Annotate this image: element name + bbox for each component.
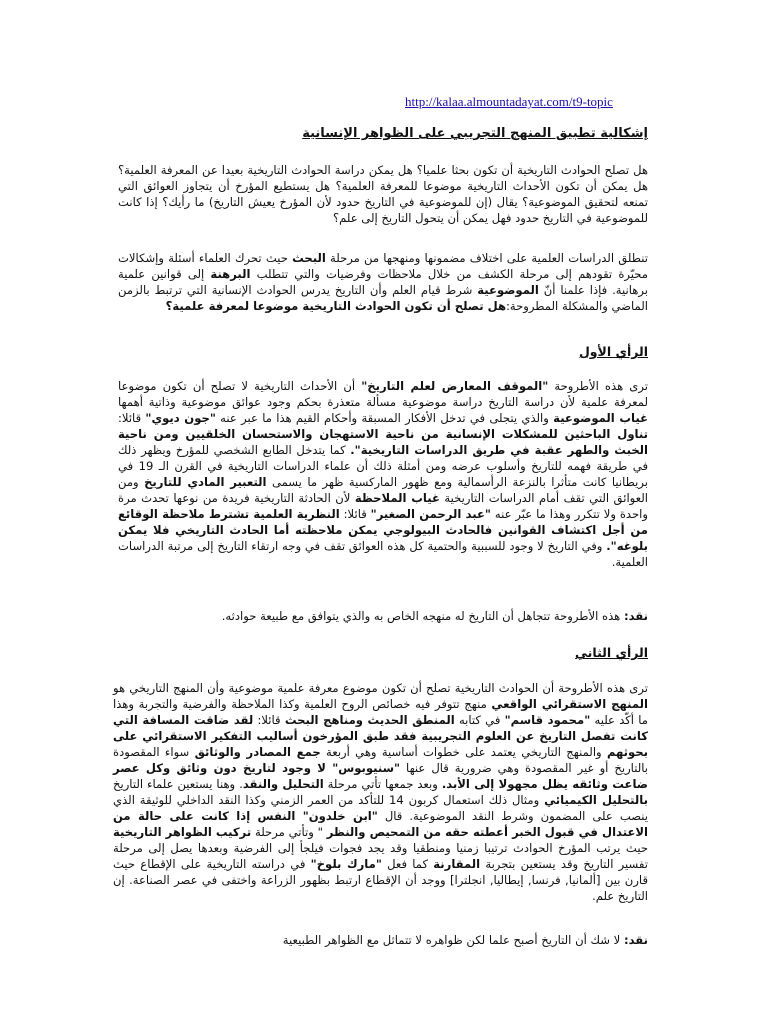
heading-first-view: الرأي الأول xyxy=(578,344,648,359)
text-run: منهج تتوفر فيه خصائص الروح العلمية وكذا الملاحظة والفرضية والتجربة وهذا ما أكّد عليه xyxy=(113,697,648,727)
problem-paragraph xyxy=(118,250,648,314)
text-run: إلى قوانين علمية برهانية. فإذا علمنا أنّ xyxy=(118,267,648,297)
text-run: أن الأحداث التاريخية لا تصلح أن تكون موضوعا لمعرفة علمية لأن دراسة التاريخ دراسة موضوعية مسألة متعذرة بحكم وجود عوائق موضوعية وذاتية أهمها xyxy=(118,379,648,409)
critique-first-view xyxy=(118,608,648,624)
bold-run: غياب الموضوعية xyxy=(553,411,648,425)
bold-run: "مارك بلوخ" xyxy=(310,857,382,871)
text-run: كما يتدخل الطابع الشخصي للمؤرخ ويظهر ذلك في طريقة فهمه للتاريخ وأسلوب عرضه ومن أمثلة ذلك أن علماء الدراسات التاريخية في القرن الـ 19 في بريطانيا كانت متأثرا بالنزعة الرأسمالية ومع ظهور الماركسية ظهر ما يسمى xyxy=(118,443,648,489)
bold-run: جمع المصادر والوثائق xyxy=(194,745,321,759)
bold-run: غياب الملاحظة xyxy=(354,491,440,505)
bold-run: البحث xyxy=(292,251,326,265)
problem-question: هل تصلح أن تكون الحوادث التاريخية موضوعا لمعرفة علمية؟ xyxy=(165,299,507,313)
bold-run: المقارنة xyxy=(433,857,481,871)
bold-run: المنطق الحديث ومناهج البحث xyxy=(284,713,455,727)
bold-run: "محمود قاسم" xyxy=(504,713,591,727)
critique-label: نقد: xyxy=(623,933,648,947)
source-link[interactable]: http://kalaa.almountadayat.com/t9-topic xyxy=(405,94,613,109)
text-run: كما فعل xyxy=(381,857,434,871)
bold-run: المنهج الاستقرائي الواقعي xyxy=(491,697,648,711)
text-run: شرط قيام العلم وأن التاريخ يدرس الحوادث الإنسانية التي ترتبط بالزمن الماضي والمشكلة المطروحة: xyxy=(118,283,648,313)
first-view-paragraph xyxy=(118,378,648,570)
text-run: ومثال ذلك استعمال كربون 14 للتأكد من العمر الزمني وكذا النقد الداخلي للوثيقة الذي ينصب على المضمون وشرط النقد الموضوعية. قال xyxy=(113,793,648,823)
bold-run: بالتحليل الكيميائي xyxy=(544,793,648,807)
text-run: لأن الحادثة التاريخية فريدة من نوعها تحدث مرة واحدة ولا تتكرر وهذا ما عبّر عنه xyxy=(118,491,648,521)
bold-run: "الموقف المعارض لعلم التاريخ" xyxy=(361,379,549,393)
text-run: وبعد جمعها تأتي مرحلة xyxy=(323,777,442,791)
text-run: ترى هذه الأطروحة أن الحوادث التاريخية تصلح أن تكون موضوع معرفة علمية موضوعية وأن المنهج التاريخي هو xyxy=(113,681,648,695)
bold-run: التعبير المادي للتاريخ xyxy=(144,475,267,489)
text-run: . وهنا يستعين علماء التاريخ xyxy=(113,777,243,791)
bold-run: تركيب الظواهر التاريخية xyxy=(113,825,252,839)
text-run: حيث تحرك العلماء أسئلة وإشكالات محيّرة تقودهم إلى مرحلة الكشف من خلال ملاحظات وفرضيات والتي تتطلب xyxy=(118,251,648,281)
quote-run: "ابن خلدون" النفس إذا كانت على حالة من الاعتدال في قبول الخبر أعطته حقه من التمحيص والنظر xyxy=(113,809,648,839)
bold-run: الموضوعية xyxy=(477,283,539,297)
text-run: ومن العوائق التي تقف أمام الدراسات التاريخية xyxy=(118,475,649,505)
text-run: وفي التاريخ لا وجود للسببية والحتمية كل هذه العوائق تقف في وجه ارتقاء التاريخ إلى مرتبة الدراسات العلمية. xyxy=(118,539,648,569)
bold-run: التحليل والنقد xyxy=(242,777,324,791)
intro-paragraph: هل تصلح الحوادث التاريخية أن تكون بحثا علميا؟ هل يمكن دراسة الحوادث التاريخية بعيدا عن المعرفة العلمية؟ هل يمكن أن تكون الأحداث التاريخية موضوعا للمعرفة العلمية؟ هل يستطيع المؤرخ أن يتجاوز العوائق التي تمنعه لتحقيق الموضوعية؟ يقال (إن للموضوعية في التاريخ حدود لأن المؤرخ يعيش التاريخ) ما رأيك؟ إذا كانت للموضوعية في التاريخ حدود فهل يمكن أن يتحول التاريخ إلى علم؟ xyxy=(118,163,648,225)
quote-run: لقد ضاقت المسافة التي كانت تفصل التاريخ عن العلوم التجريبية فقد طبق المؤرخون أساليب التفكير الاستقرائي على بحوثهم xyxy=(113,713,649,759)
text-run: قائلا: xyxy=(118,411,146,425)
text-run: " وتأتي مرحلة xyxy=(251,825,327,839)
critique-text: لا شك أن التاريخ أصبح علما لكن ظواهره لا تتماثل مع الظواهر الطبيعية xyxy=(282,933,624,947)
document-title: إشكالية تطبيق المنهج التجريبي على الظواهر الإنسانية xyxy=(302,126,648,141)
critique-second-view xyxy=(118,932,648,948)
bold-run: البرهنة xyxy=(210,267,251,281)
text-run: في كتابه xyxy=(454,713,505,727)
text-run: ترى هذه الأطروحة xyxy=(548,379,648,393)
text-run: قائلا: xyxy=(339,507,371,521)
text-run: والذي يتجلى في تدخل الأفكار المسبقة وأحكام القيم هذا ما عبر عنه xyxy=(215,411,554,425)
text-run: تنطلق الدراسات العلمية على اختلاف مضمونها ومنهجها من مرحلة xyxy=(325,251,649,265)
text-run: في دراسته التاريخية على الإقطاع حيث قارن بين [ألمانيا, فرنسا, إيطاليا, انجلترا] ووجد أن الإقطاع ارتبط بظهور الزراعة واختفى في عصر الصناعة. إن التاريخ علم. xyxy=(113,857,648,903)
quote-run: تناول الباحثين للمشكلات الإنسانية من ناحية الاستهجان والاستحسان الخلقيين ومن ناحية الخبث والطهر عقبة في طريق الدراسات التاريخية". xyxy=(118,427,649,457)
quote-run: "سنيوبوس" لا وجود لتاريخ دون وثائق وكل عصر ضاعت وثائقه يظل مجهولا إلى الأبد. xyxy=(113,761,648,791)
heading-second-view: الرأي الثاني xyxy=(575,645,648,660)
text-run: حيث يرتب المؤرخ الحوادث ترتيبا زمنيا ومنطقيا وقد يجد فجوات فيلجأ إلى الفرضية وبعدها يصل إلى مرحلة تفسير التاريخ وقد يستعين بتجربة xyxy=(113,841,648,871)
critique-label: نقد: xyxy=(623,609,648,623)
bold-run: "عبد الرحمن الصغير" xyxy=(370,507,491,521)
text-run: سواء المقصودة بالتاريخ أو غير المقصودة وهي ضرورية قال عنها xyxy=(113,745,649,775)
quote-run: النظرية العلمية تشترط ملاحظة الوقائع من أجل اكتشاف القوانين فالحادث البيولوجي يمكن ملاحظته أما الحادث التاريخي فلا يمكن بلوغه". xyxy=(118,507,648,553)
text-run: قائلا: xyxy=(253,713,285,727)
second-view-paragraph xyxy=(113,680,648,904)
critique-text: هذه الأطروحة تتجاهل أن التاريخ له منهجه الخاص به والذي يتوافق مع طبيعة حوادثه. xyxy=(221,609,624,623)
bold-run: "جون ديوي" xyxy=(145,411,216,425)
text-run: والمنهج التاريخي يعتمد على خطوات أساسية وهي أربعة xyxy=(320,745,607,759)
